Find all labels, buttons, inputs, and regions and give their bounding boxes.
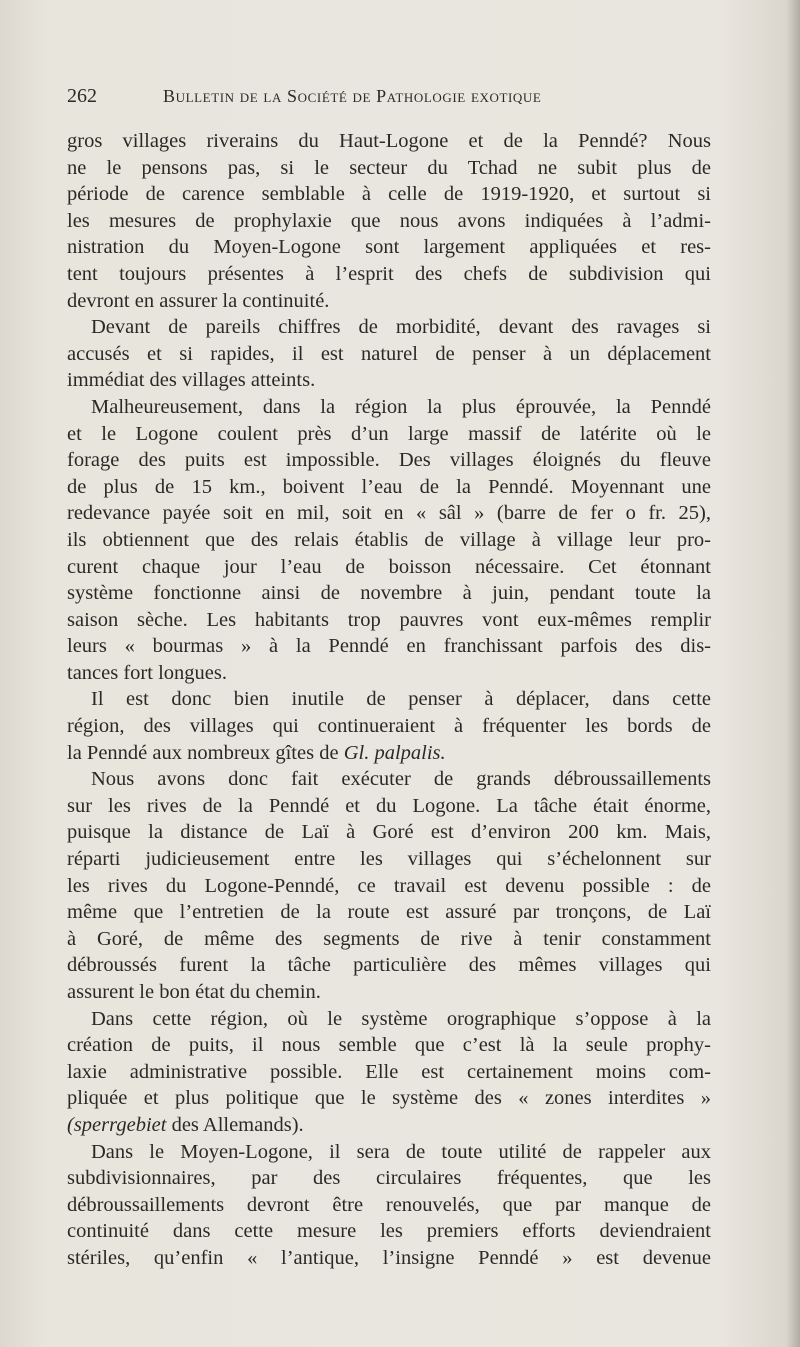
- italic-text: Gl. palpalis.: [343, 741, 446, 764]
- text-line: [67, 367, 711, 394]
- text-line: [67, 474, 711, 501]
- page-gutter-shadow: [786, 0, 800, 1347]
- text-span: des Allemands).: [166, 1113, 304, 1136]
- text-line: [67, 1059, 711, 1086]
- text-line: [67, 1192, 711, 1219]
- text-line: [67, 394, 711, 421]
- text-span: les mesures de prophylaxie que nous avons indiquées à l’admi-: [67, 209, 711, 232]
- text-span: accusés et si rapides, il est naturel de penser à un déplacement: [67, 342, 711, 365]
- text-line: [67, 500, 711, 527]
- text-line: [67, 128, 711, 155]
- text-span: subdivisionnaires, par des circulaires fréquentes, que les: [67, 1167, 711, 1190]
- text-span: forage des puits est impossible. Des villages éloignés du fleuve: [67, 449, 711, 472]
- text-span: devront en assurer la continuité.: [67, 289, 330, 312]
- italic-text: (sperrgebiet: [67, 1113, 167, 1136]
- text-span: Malheureusement, dans la région la plus éprouvée, la Penndé: [91, 395, 711, 418]
- text-line: [67, 899, 711, 926]
- text-line: [67, 1139, 711, 1166]
- text-line: [67, 793, 711, 820]
- text-line: [67, 873, 711, 900]
- text-line: [67, 846, 711, 873]
- text-line: [67, 261, 711, 288]
- text-span: curent chaque jour l’eau de boisson nécessaire. Cet étonnant: [67, 555, 711, 578]
- text-span: et le Logone coulent près d’un large massif de latérite où le: [67, 422, 711, 445]
- text-line: [67, 633, 711, 660]
- text-span: ils obtiennent que des relais établis de village à village leur pro-: [67, 528, 711, 551]
- text-line: [67, 155, 711, 182]
- text-line: [67, 686, 711, 713]
- text-span: débroussés furent la tâche particulière des mêmes villages qui: [67, 954, 711, 977]
- text-span: stériles, qu’enfin « l’antique, l’insigne Penndé » est devenue: [67, 1246, 711, 1269]
- text-line: [67, 926, 711, 953]
- text-span: Il est donc bien inutile de penser à déplacer, dans cette: [91, 688, 711, 711]
- text-span: tances fort longues.: [67, 661, 227, 684]
- text-span: sur les rives de la Penndé et du Logone. La tâche était énorme,: [67, 794, 711, 817]
- text-line: [67, 819, 711, 846]
- text-line: [67, 979, 711, 1006]
- text-line: [67, 527, 711, 554]
- text-span: tent toujours présentes à l’esprit des chefs de subdivision qui: [67, 262, 711, 285]
- text-span: à Goré, de même des segments de rive à tenir constamment: [67, 927, 711, 950]
- text-line: [67, 181, 711, 208]
- text-line: [67, 234, 711, 261]
- text-span: région, des villages qui continueraient à fréquenter les bords de: [67, 715, 711, 738]
- text-span: gros villages riverains du Haut-Logone et de la Penndé? Nous: [67, 130, 711, 152]
- text-line: [67, 208, 711, 235]
- text-span: ne le pensons pas, si le secteur du Tchad ne subit plus de: [67, 156, 711, 179]
- text-line: [67, 1032, 711, 1059]
- text-line: [67, 314, 711, 341]
- text-span: les rives du Logone-Penndé, ce travail est devenu possible : de: [67, 874, 711, 897]
- text-span: pliquée et plus politique que le système des « zones interdites »: [67, 1087, 711, 1110]
- body-text: [67, 128, 711, 1272]
- text-line: [67, 1218, 711, 1245]
- text-span: saison sèche. Les habitants trop pauvres vont eux-mêmes remplir: [67, 608, 711, 631]
- text-line: [67, 1165, 711, 1192]
- text-line: [67, 1112, 711, 1139]
- text-span: assurent le bon état du chemin.: [67, 981, 321, 1003]
- text-span: période de carence semblable à celle de 1919-1920, et surtout si: [67, 183, 711, 206]
- text-span: création de puits, il nous semble que c’est là la seule prophy-: [67, 1034, 711, 1057]
- text-span: nistration du Moyen-Logone sont largement appliquées et res-: [67, 236, 711, 259]
- text-span: débroussaillements devront être renouvelés, que par manque de: [67, 1193, 711, 1216]
- text-line: [67, 952, 711, 979]
- running-title: Bulletin de la Société de Pathologie exotique: [163, 86, 542, 106]
- text-span: immédiat des villages atteints.: [67, 369, 316, 392]
- text-line: [67, 1006, 711, 1033]
- page-number: 262: [67, 85, 97, 107]
- text-line: [67, 554, 711, 581]
- text-span: de plus de 15 km., boivent l’eau de la Penndé. Moyennant une: [67, 475, 711, 498]
- text-span: réparti judicieusement entre les villages qui s’échelonnent sur: [67, 848, 711, 871]
- text-line: [67, 607, 711, 634]
- page-header: [67, 85, 717, 115]
- text-span: leurs « bourmas » à la Penndé en franchissant parfois des dis-: [67, 635, 711, 658]
- text-span: Dans le Moyen-Logone, il sera de toute utilité de rappeler aux: [91, 1140, 711, 1163]
- text-span: système fonctionne ainsi de novembre à juin, pendant toute la: [67, 582, 711, 605]
- text-span: la Penndé aux nombreux gîtes de: [67, 741, 344, 764]
- text-line: [67, 580, 711, 607]
- text-line: [67, 421, 711, 448]
- text-line: [67, 288, 711, 315]
- text-line: [67, 740, 711, 767]
- text-span: Dans cette région, où le système orographique s’oppose à la: [91, 1007, 711, 1030]
- text-line: [67, 1085, 711, 1112]
- text-line: [67, 766, 711, 793]
- text-line: [67, 660, 711, 687]
- text-span: Devant de pareils chiffres de morbidité, devant des ravages si: [91, 316, 711, 339]
- text-span: puisque la distance de Laï à Goré est d’environ 200 km. Mais,: [67, 821, 711, 844]
- text-line: [67, 713, 711, 740]
- text-line: [67, 1245, 711, 1272]
- text-span: redevance payée soit en mil, soit en « sâl » (barre de fer o fr. 25),: [67, 502, 711, 525]
- text-span: laxie administrative possible. Elle est certainement moins com-: [67, 1060, 711, 1083]
- text-span: continuité dans cette mesure les premiers efforts deviendraient: [67, 1220, 711, 1243]
- text-line: [67, 447, 711, 474]
- text-span: Nous avons donc fait exécuter de grands débroussaillements: [91, 768, 711, 791]
- text-span: même que l’entretien de la route est assuré par tronçons, de Laï: [67, 901, 711, 924]
- text-line: [67, 341, 711, 368]
